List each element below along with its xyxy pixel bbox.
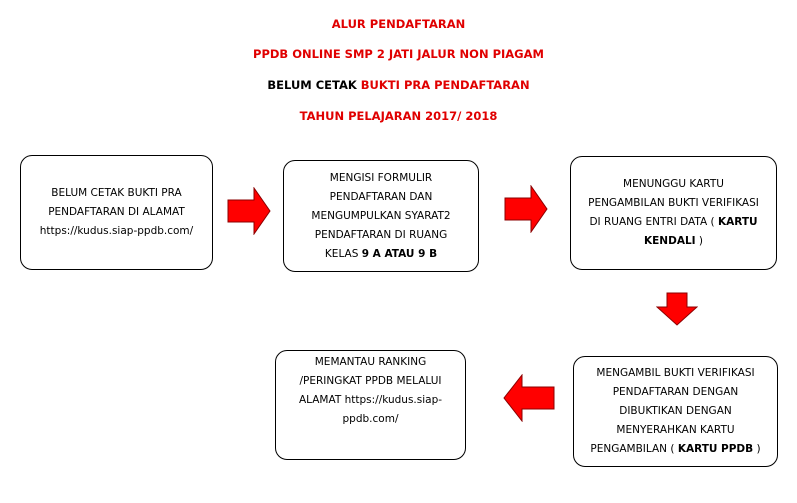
step4-line5-plain: PENGAMBILAN ( — [590, 443, 678, 455]
step2-line2: PENDAFTARAN DAN — [329, 190, 433, 203]
step5-line2: /PERINGKAT PPDB MELALUI — [299, 375, 442, 387]
step4-line5-bold: KARTU PPDB — [677, 443, 754, 455]
step3-line3 — [588, 213, 759, 232]
step4-line1: MENGAMBIL BUKTI VERIFIKASI — [596, 367, 755, 379]
step2-line5-plain: KELAS — [324, 247, 362, 260]
step5-line3: ALAMAT https://kudus.siap- — [298, 394, 443, 406]
step4-line5 — [590, 440, 760, 459]
step3-line4 — [588, 232, 759, 251]
arrow-left-icon — [503, 374, 555, 422]
step3-line4-bold: KENDALI — [644, 235, 696, 247]
title-status-black: BELUM CETAK — [267, 78, 361, 92]
step3-line1: MENUNGGU KARTU — [623, 178, 724, 190]
step4-line3: DIBUKTIKAN DENGAN — [619, 405, 732, 417]
step2-line1: MENGISI FORMULIR — [329, 171, 433, 184]
step1-line1: BELUM CETAK BUKTI PRA — [51, 187, 182, 199]
step1-line3: https://kudus.siap-ppdb.com/ — [39, 225, 194, 237]
title-ppdb: PPDB ONLINE SMP 2 JATI JALUR NON PIAGAM — [253, 47, 544, 61]
step5-line1: MEMANTAU RANKING — [314, 356, 427, 368]
step2-line3: MENGUMPULKAN SYARAT2 — [311, 209, 451, 222]
step4-line5-end: ) — [753, 443, 761, 455]
step4-line4: MENYERAHKAN KARTU — [616, 424, 735, 436]
title-alur: ALUR PENDAFTARAN — [331, 17, 466, 31]
title-status-red: BUKTI PRA PENDAFTARAN — [360, 78, 530, 92]
step2-line5-bold: 9 A ATAU 9 B — [361, 247, 438, 260]
step2-box — [283, 160, 479, 272]
title-status — [0, 78, 797, 92]
step4-line2: PENDAFTARAN DENGAN — [612, 386, 739, 398]
step3-line2: PENGAMBILAN BUKTI VERIFIKASI — [588, 197, 759, 209]
step2-line5 — [311, 245, 450, 264]
arrow-right-2-icon — [504, 185, 548, 233]
step3-line3-plain: DI RUANG ENTRI DATA ( — [589, 216, 718, 228]
step4-box — [573, 356, 778, 467]
step5-box — [275, 350, 466, 460]
step3-line4-plain: ) — [695, 235, 703, 247]
title-year: TAHUN PELAJARAN 2017/ 2018 — [299, 109, 498, 123]
step3-line3-bold: KARTU — [717, 216, 758, 228]
step3-box — [570, 156, 777, 270]
step2-line4: PENDAFTARAN DI RUANG — [314, 228, 448, 241]
step1-line2: PENDAFTARAN DI ALAMAT — [48, 206, 185, 218]
step1-box — [20, 155, 213, 270]
arrow-down-icon — [656, 292, 698, 326]
arrow-right-1-icon — [227, 187, 271, 235]
step5-line4: ppdb.com/ — [342, 413, 399, 425]
